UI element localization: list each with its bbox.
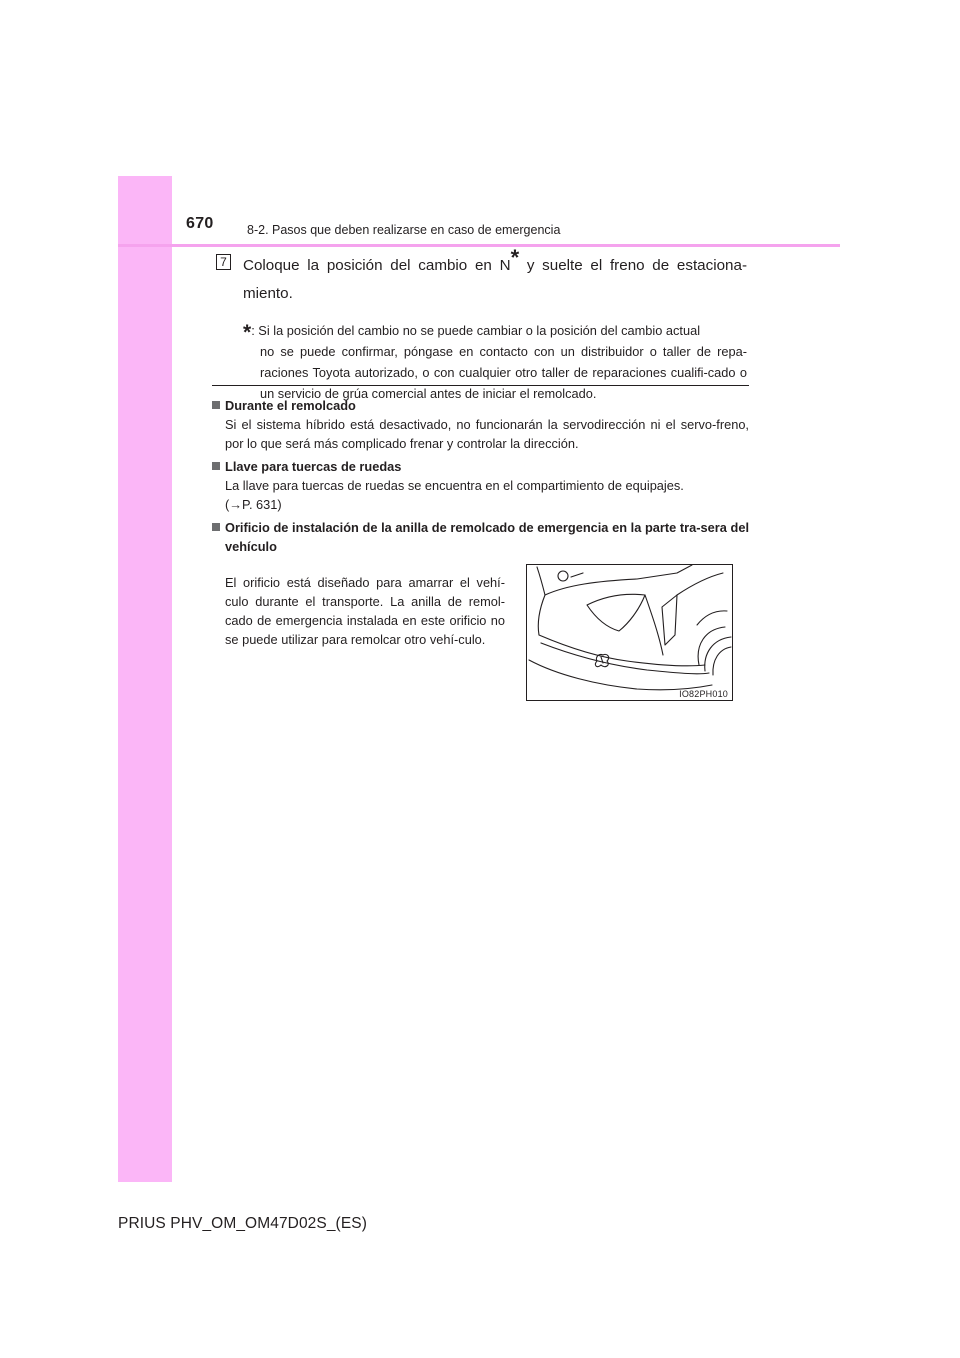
figure-code: IO82PH010 [679, 689, 728, 699]
rear-bumper-illustration [526, 564, 733, 701]
note-title [212, 396, 749, 415]
step-text [243, 245, 747, 308]
square-bullet-icon [212, 401, 220, 409]
footnote [243, 320, 747, 404]
note-body: El orificio está diseñado para amarrar el vehí-culo durante el transporte. La anilla de remol-cado de emergencia instalada en este orificio no se puede utilizar para remolcar otro vehí-culo. [225, 575, 505, 647]
section-title: 8-2. Pasos que deben realizarse en caso de emergencia [247, 223, 561, 237]
car-rear-drawing [527, 565, 732, 700]
page-number: 670 [186, 215, 214, 232]
asterisk-mark: * [510, 245, 520, 270]
square-bullet-icon [212, 523, 220, 531]
note-body-line: La llave para tuercas de ruedas se encuentra en el compartimiento de equipajes. [225, 478, 684, 493]
footnote-first-text: : Si la posición del cambio no se puede cambiar o la posición del cambio actual [251, 323, 701, 338]
side-tab-band [118, 176, 172, 1182]
footer-manual-code: PRIUS PHV_OM_OM47D02S_(ES) [118, 1215, 367, 1232]
header-rule [118, 244, 840, 247]
note-body [212, 476, 749, 514]
square-bullet-icon [212, 462, 220, 470]
footnote-asterisk: * [243, 321, 252, 344]
step-text-after: y suelte el freno de estaciona-miento. [243, 257, 747, 302]
note-title-text: Llave para tuercas de ruedas [225, 459, 402, 474]
footnote-rest: no se puede confirmar, póngase en contacto con un distribuidor o taller de repa-raciones Toyota autorizado, o con cualquier otro taller de reparaciones cualifi-cado o un servicio de grúa comercial antes de iniciar el remolcado. [260, 344, 747, 401]
note-wheel-wrench [212, 457, 749, 514]
note-title [212, 457, 749, 476]
note-title [212, 518, 749, 556]
section-divider [212, 385, 749, 386]
note-body: Si el sistema híbrido está desactivado, no funcionarán la servodirección ni el servo-freno, por lo que será más complicado frenar y controlar la dirección. [225, 417, 749, 451]
step-number-box: 7 [216, 254, 231, 270]
note-title-text: Durante el remolcado [225, 398, 356, 413]
note-towing [212, 396, 749, 453]
footnote-first-line [243, 320, 747, 344]
note-title-text: Orificio de instalación de la anilla de remolcado de emergencia en la parte tra-sera del vehículo [225, 520, 749, 554]
page-reference: (→P. 631) [225, 497, 282, 512]
step-text-before: Coloque la posición del cambio en N [243, 257, 511, 274]
